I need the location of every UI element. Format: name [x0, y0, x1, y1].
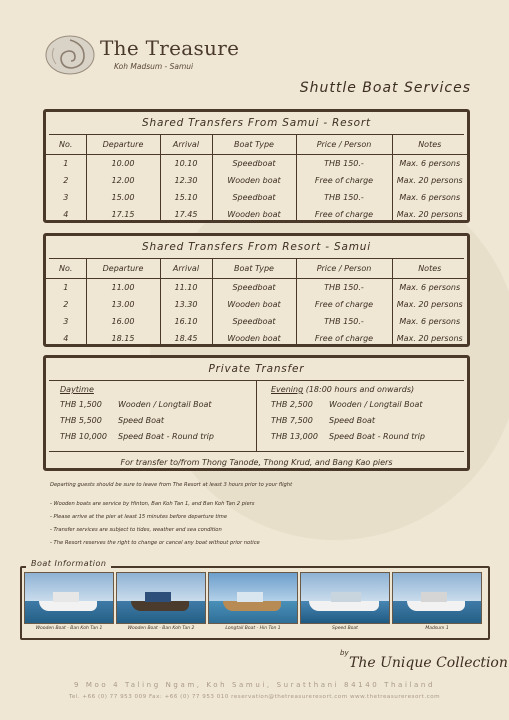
cell: 15.00	[86, 189, 160, 206]
cell: 17.15	[86, 206, 160, 223]
cell: Max. 20 persons	[392, 330, 467, 347]
cell: Max. 20 persons	[392, 206, 467, 223]
boat-type: Wooden / Longtail Boat	[118, 400, 212, 409]
panel-title: Shared Transfers From Samui - Resort	[49, 112, 464, 135]
cell: THB 150.-	[296, 189, 392, 206]
panel-title: Shared Transfers From Resort - Samui	[49, 236, 464, 259]
cell: Max. 6 persons	[392, 313, 467, 330]
cell: 12.30	[160, 172, 212, 189]
boat-type: Speed Boat - Round trip	[329, 432, 425, 441]
by-label: by	[340, 649, 349, 657]
col-header: Boat Type	[212, 135, 296, 155]
photo-caption: Speed Boat	[332, 626, 358, 631]
cell: Max. 20 persons	[392, 296, 467, 313]
private-transfer-panel	[43, 355, 470, 471]
boat-photo	[300, 572, 390, 624]
samui-to-resort-panel	[43, 109, 470, 223]
cell: 16.10	[160, 313, 212, 330]
cell: 11.00	[86, 279, 160, 297]
cell: Max. 6 persons	[392, 279, 467, 297]
cell: 2	[63, 300, 69, 309]
cell: Free of charge	[296, 296, 392, 313]
cell: 18.45	[160, 330, 212, 347]
cell: 17.45	[160, 206, 212, 223]
cell: 3	[63, 317, 69, 326]
brand-subtitle: Koh Madsum - Samui	[114, 62, 194, 71]
daytime-column	[46, 381, 256, 451]
cell: 13.30	[160, 296, 212, 313]
boat-photo	[208, 572, 298, 624]
price-row	[271, 413, 453, 429]
boat-photo	[24, 572, 114, 624]
cell: 15.10	[160, 189, 212, 206]
photo-caption: Madsum 1	[425, 626, 449, 631]
boat-photos	[24, 572, 482, 624]
contact-info: Tel. +66 (0) 77 953 009 Fax: +66 (0) 77 953 010 reservation@thetreasureresort.com www.thetreasureresort.com	[68, 694, 441, 700]
photo-caption: Wooden Boat - Ban Koh Tan 1	[35, 626, 103, 631]
cell: 10.10	[160, 155, 212, 173]
photo-caption: Wooden Boat - Ban Koh Tan 2	[127, 626, 195, 631]
evening-heading-line	[271, 385, 453, 394]
table-row	[46, 279, 467, 297]
cell: Free of charge	[296, 330, 392, 347]
price-row	[271, 429, 453, 445]
brand-name: The Treasure	[100, 36, 240, 60]
price-row	[271, 397, 453, 413]
evening-heading: Evening	[271, 385, 304, 394]
table-row	[46, 189, 467, 206]
cell: THB 150.-	[296, 313, 392, 330]
cell: THB 150.-	[296, 155, 392, 173]
cell: Free of charge	[296, 172, 392, 189]
price: THB 7,500	[271, 416, 313, 425]
cell: 4	[63, 334, 69, 343]
col-header: Price / Person	[296, 259, 392, 279]
price: THB 10,000	[60, 432, 107, 441]
boat-type: Speed Boat - Round trip	[118, 432, 214, 441]
col-header: Arrival	[160, 135, 212, 155]
cell: 18.15	[86, 330, 160, 347]
table-row	[46, 313, 467, 330]
panel-title: Private Transfer	[49, 358, 464, 381]
col-header: Departure	[86, 135, 160, 155]
cell: Wooden boat	[212, 296, 296, 313]
price-row	[60, 429, 242, 445]
samui-to-resort-table	[46, 135, 467, 223]
cell: THB 150.-	[296, 279, 392, 297]
price-row	[60, 413, 242, 429]
col-header: No.	[46, 135, 86, 155]
address: 9 Moo 4 Taling Ngam, Koh Samui, Suratthani 84140 Thailand	[73, 681, 436, 689]
cell: 4	[63, 210, 69, 219]
cell: Wooden boat	[212, 330, 296, 347]
price: THB 5,500	[60, 416, 102, 425]
note-item: - Please arrive at the pier at least 15 minutes before departure time	[50, 514, 228, 520]
boat-photo	[116, 572, 206, 624]
resort-to-samui-table	[46, 259, 467, 347]
price-row	[60, 397, 242, 413]
cell: 3	[63, 193, 69, 202]
col-header: Notes	[392, 135, 467, 155]
table-header-row	[46, 259, 467, 279]
private-transfer-body	[46, 381, 467, 451]
boat-type: Speed Boat	[329, 416, 376, 425]
table-header-row	[46, 135, 467, 155]
cell: Wooden boat	[212, 172, 296, 189]
cell: 11.10	[160, 279, 212, 297]
cell: 16.00	[86, 313, 160, 330]
photo-caption: Longtail Boat - Hin Ton 1	[225, 626, 281, 631]
resort-to-samui-panel	[43, 233, 470, 347]
cell: Speedboat	[212, 189, 296, 206]
cell: 1	[63, 159, 69, 168]
table-row	[46, 155, 467, 173]
table-row	[46, 330, 467, 347]
col-header: Departure	[86, 259, 160, 279]
cell: 1	[63, 283, 69, 292]
cell: Max. 6 persons	[392, 155, 467, 173]
boat-captions	[24, 626, 482, 631]
collection-logo: The Unique Collection	[349, 655, 508, 671]
cell: Max. 20 persons	[392, 172, 467, 189]
departure-note: Departing guests should be sure to leave from The Resort at least 3 hours prior to your flight	[50, 482, 293, 488]
boat-info-title: Boat Information	[26, 559, 111, 568]
table-row	[46, 172, 467, 189]
cell: Speedboat	[212, 313, 296, 330]
evening-column	[256, 381, 467, 451]
cell: Speedboat	[212, 279, 296, 297]
col-header: Notes	[392, 259, 467, 279]
note-item: - The Resort reserves the right to change or cancel any boat without prior notice	[50, 540, 260, 546]
price: THB 1,500	[60, 400, 102, 409]
price: THB 2,500	[271, 400, 313, 409]
boat-type: Speed Boat	[118, 416, 165, 425]
boat-type: Wooden / Longtail Boat	[329, 400, 423, 409]
cell: 2	[63, 176, 69, 185]
cell: Wooden boat	[212, 206, 296, 223]
shell-logo-icon	[44, 32, 96, 76]
private-transfer-footer: For transfer to/from Thong Tanode, Thong Krud, and Bang Kao piers	[49, 451, 464, 474]
col-header: Arrival	[160, 259, 212, 279]
cell: Speedboat	[212, 155, 296, 173]
boat-photo	[392, 572, 482, 624]
table-row	[46, 206, 467, 223]
col-header: No.	[46, 259, 86, 279]
note-item: - Wooden boats are service by Hinton, Ban Koh Tan 1, and Ban Koh Tan 2 piers	[50, 501, 255, 507]
evening-note: (18:00 hours and onwards)	[305, 385, 415, 394]
page-title: Shuttle Boat Services	[299, 80, 471, 96]
cell: 13.00	[86, 296, 160, 313]
cell: Free of charge	[296, 206, 392, 223]
price: THB 13,000	[271, 432, 318, 441]
daytime-heading: Daytime	[60, 385, 94, 394]
col-header: Boat Type	[212, 259, 296, 279]
note-item: - Transfer services are subject to tides, weather and sea condition	[50, 527, 222, 533]
cell: 12.00	[86, 172, 160, 189]
cell: Max. 6 persons	[392, 189, 467, 206]
table-row	[46, 296, 467, 313]
col-header: Price / Person	[296, 135, 392, 155]
cell: 10.00	[86, 155, 160, 173]
